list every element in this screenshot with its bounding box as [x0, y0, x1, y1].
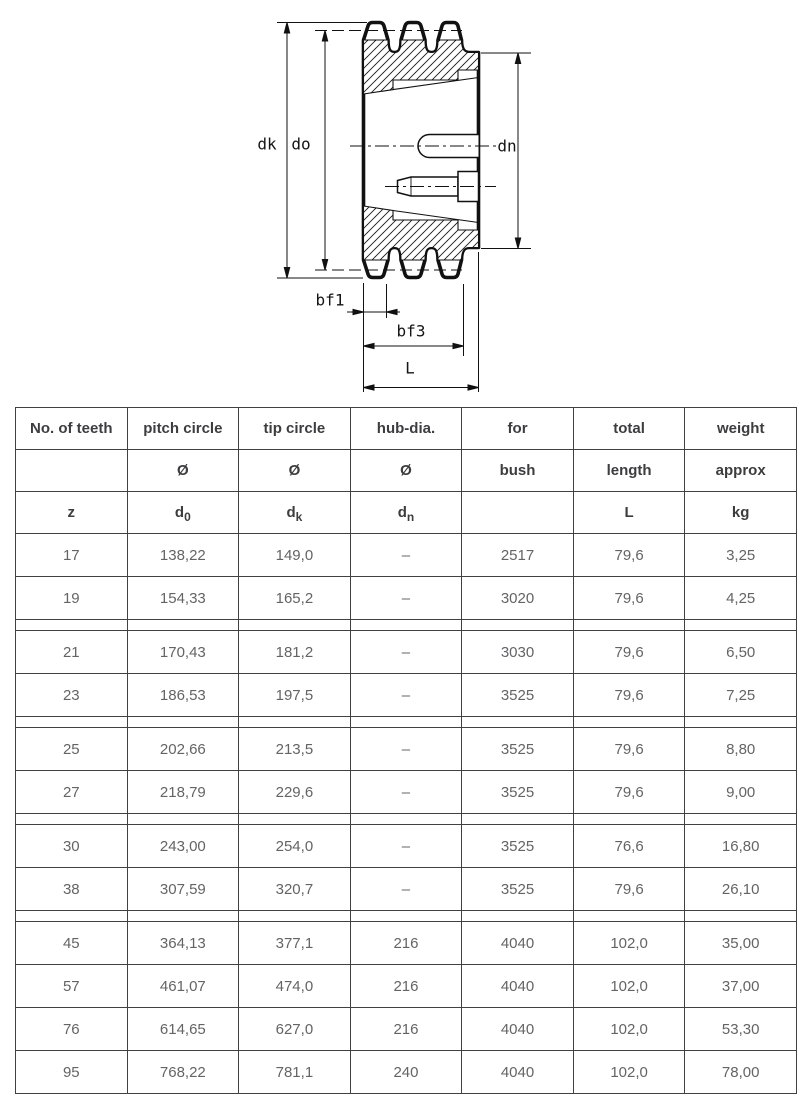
- separator-cell: [462, 911, 574, 922]
- table-cell: 307,59: [127, 868, 239, 911]
- separator-cell: [573, 911, 685, 922]
- separator-cell: [239, 911, 351, 922]
- separator-cell: [462, 717, 574, 728]
- table-cell: $d_n$: [350, 492, 462, 534]
- table-cell: 3525: [462, 825, 574, 868]
- header-row-2: [16, 450, 797, 492]
- table-cell: 17: [16, 534, 128, 577]
- table-cell: 79,6: [573, 577, 685, 620]
- table-cell: 216: [350, 1008, 462, 1051]
- table-cell: –: [350, 771, 462, 814]
- separator-cell: [573, 620, 685, 631]
- table-cell: 30: [16, 825, 128, 868]
- table-cell: 364,13: [127, 922, 239, 965]
- separator-cell: [462, 814, 574, 825]
- subscript: n: [406, 510, 415, 524]
- header-row-3: [16, 492, 797, 534]
- table-cell: 781,1: [239, 1051, 351, 1094]
- table-row: [16, 728, 797, 771]
- separator-cell: [350, 717, 462, 728]
- table-cell: –: [350, 577, 462, 620]
- table-row: [16, 825, 797, 868]
- table-cell: 240: [350, 1051, 462, 1094]
- table-cell: –: [350, 728, 462, 771]
- table-cell: hub-dia.: [350, 408, 462, 450]
- table-row: [16, 631, 797, 674]
- table-row: [16, 771, 797, 814]
- table-cell: 254,0: [239, 825, 351, 868]
- table-cell: 6,50: [685, 631, 797, 674]
- table-cell: 320,7: [239, 868, 351, 911]
- label-dn: dn: [497, 136, 517, 156]
- table-cell: 4040: [462, 1008, 574, 1051]
- table-cell: 23: [16, 674, 128, 717]
- table-cell: 79,6: [573, 868, 685, 911]
- table-cell: pitch circle: [127, 408, 239, 450]
- table-cell: 3,25: [685, 534, 797, 577]
- separator-cell: [127, 911, 239, 922]
- table-cell: 3525: [462, 868, 574, 911]
- separator-cell: [685, 814, 797, 825]
- group-separator-row: [16, 717, 797, 728]
- table-cell: L: [573, 492, 685, 534]
- table-cell: 9,00: [685, 771, 797, 814]
- separator-cell: [350, 620, 462, 631]
- table-row: [16, 534, 797, 577]
- table-cell: 216: [350, 922, 462, 965]
- separator-cell: [239, 620, 351, 631]
- table-cell: 229,6: [239, 771, 351, 814]
- table-cell: 202,66: [127, 728, 239, 771]
- table-row: [16, 965, 797, 1008]
- table-cell: 377,1: [239, 922, 351, 965]
- header-row-1: [16, 408, 797, 450]
- table-cell: 3020: [462, 577, 574, 620]
- table-cell: kg: [685, 492, 797, 534]
- table-cell: $d_k$: [239, 492, 351, 534]
- table-cell: 627,0: [239, 1008, 351, 1051]
- table-cell: length: [573, 450, 685, 492]
- table-cell: $d_0$: [127, 492, 239, 534]
- table-cell: 79,6: [573, 631, 685, 674]
- table-cell: –: [350, 825, 462, 868]
- separator-cell: [127, 814, 239, 825]
- table-cell: 35,00: [685, 922, 797, 965]
- table-cell: 53,30: [685, 1008, 797, 1051]
- table-cell: 79,6: [573, 674, 685, 717]
- subscript: 0: [184, 510, 191, 524]
- table-cell: –: [350, 868, 462, 911]
- dim-do: [322, 31, 327, 271]
- table-cell: –: [350, 534, 462, 577]
- table-cell: Ø: [239, 450, 351, 492]
- separator-cell: [127, 620, 239, 631]
- group-separator-row: [16, 814, 797, 825]
- sprocket-spec-table: [15, 407, 797, 1094]
- table-cell: 95: [16, 1051, 128, 1094]
- table-cell: 216: [350, 965, 462, 1008]
- table-cell: 186,53: [127, 674, 239, 717]
- table-cell: 102,0: [573, 965, 685, 1008]
- table-cell: 19: [16, 577, 128, 620]
- table-cell: 27: [16, 771, 128, 814]
- table-cell: 37,00: [685, 965, 797, 1008]
- separator-cell: [16, 814, 128, 825]
- table-cell: 218,79: [127, 771, 239, 814]
- separator-cell: [573, 717, 685, 728]
- table-row: [16, 577, 797, 620]
- separator-cell: [239, 814, 351, 825]
- table-cell: 474,0: [239, 965, 351, 1008]
- separator-cell: [350, 911, 462, 922]
- separator-cell: [462, 620, 574, 631]
- group-separator-row: [16, 911, 797, 922]
- table-cell: 3030: [462, 631, 574, 674]
- table-cell: tip circle: [239, 408, 351, 450]
- table-cell: 243,00: [127, 825, 239, 868]
- table-row: [16, 922, 797, 965]
- table-cell: 7,25: [685, 674, 797, 717]
- table-row: [16, 1051, 797, 1094]
- table-cell: 213,5: [239, 728, 351, 771]
- table-cell: 102,0: [573, 1051, 685, 1094]
- table-cell: 26,10: [685, 868, 797, 911]
- table-row: [16, 674, 797, 717]
- dim-bf1: [347, 283, 400, 392]
- table-cell: 21: [16, 631, 128, 674]
- table-cell: 165,2: [239, 577, 351, 620]
- table-cell: 461,07: [127, 965, 239, 1008]
- table-cell: 4040: [462, 965, 574, 1008]
- table-cell: 2517: [462, 534, 574, 577]
- table-cell: approx: [685, 450, 797, 492]
- label-L: L: [405, 358, 415, 378]
- table-cell: 38: [16, 868, 128, 911]
- dim-bf3: [364, 284, 464, 356]
- table-cell: 4,25: [685, 577, 797, 620]
- table-cell: 102,0: [573, 1008, 685, 1051]
- table-cell: Ø: [127, 450, 239, 492]
- table-cell: Ø: [350, 450, 462, 492]
- table-row: [16, 1008, 797, 1051]
- table-cell: 197,5: [239, 674, 351, 717]
- table-cell: –: [350, 674, 462, 717]
- table-cell: z: [16, 492, 128, 534]
- table-cell: 79,6: [573, 728, 685, 771]
- table-cell: bush: [462, 450, 574, 492]
- table-cell: 3525: [462, 728, 574, 771]
- table-cell: for: [462, 408, 574, 450]
- table-cell: –: [350, 631, 462, 674]
- group-separator-row: [16, 620, 797, 631]
- table-cell: total: [573, 408, 685, 450]
- table-cell: weight: [685, 408, 797, 450]
- label-bf1: bf1: [315, 290, 345, 310]
- subscript: k: [295, 510, 303, 524]
- table-row: [16, 868, 797, 911]
- table-cell: 102,0: [573, 922, 685, 965]
- table-cell: 170,43: [127, 631, 239, 674]
- spec-table-body: [16, 408, 797, 1094]
- table-cell: 79,6: [573, 771, 685, 814]
- label-do: do: [291, 134, 311, 154]
- table-cell: 79,6: [573, 534, 685, 577]
- table-cell: 45: [16, 922, 128, 965]
- separator-cell: [16, 717, 128, 728]
- table-cell: 4040: [462, 922, 574, 965]
- table-cell: 614,65: [127, 1008, 239, 1051]
- table-cell: 181,2: [239, 631, 351, 674]
- table-cell: [462, 492, 574, 534]
- table-cell: 57: [16, 965, 128, 1008]
- separator-cell: [16, 911, 128, 922]
- table-cell: [16, 450, 128, 492]
- table-cell: 78,00: [685, 1051, 797, 1094]
- separator-cell: [685, 717, 797, 728]
- table-cell: 768,22: [127, 1051, 239, 1094]
- label-dk: dk: [257, 134, 277, 154]
- table-cell: 3525: [462, 771, 574, 814]
- table-cell: 138,22: [127, 534, 239, 577]
- separator-cell: [16, 620, 128, 631]
- table-cell: 149,0: [239, 534, 351, 577]
- label-bf3: bf3: [396, 321, 426, 341]
- table-cell: 25: [16, 728, 128, 771]
- separator-cell: [573, 814, 685, 825]
- table-cell: 76,6: [573, 825, 685, 868]
- separator-cell: [685, 911, 797, 922]
- table-cell: 154,33: [127, 577, 239, 620]
- table-cell: 4040: [462, 1051, 574, 1094]
- table-cell: 76: [16, 1008, 128, 1051]
- separator-cell: [350, 814, 462, 825]
- separator-cell: [127, 717, 239, 728]
- table-cell: No. of teeth: [16, 408, 128, 450]
- separator-cell: [239, 717, 351, 728]
- separator-cell: [685, 620, 797, 631]
- table-cell: 3525: [462, 674, 574, 717]
- table-cell: 8,80: [685, 728, 797, 771]
- table-cell: 16,80: [685, 825, 797, 868]
